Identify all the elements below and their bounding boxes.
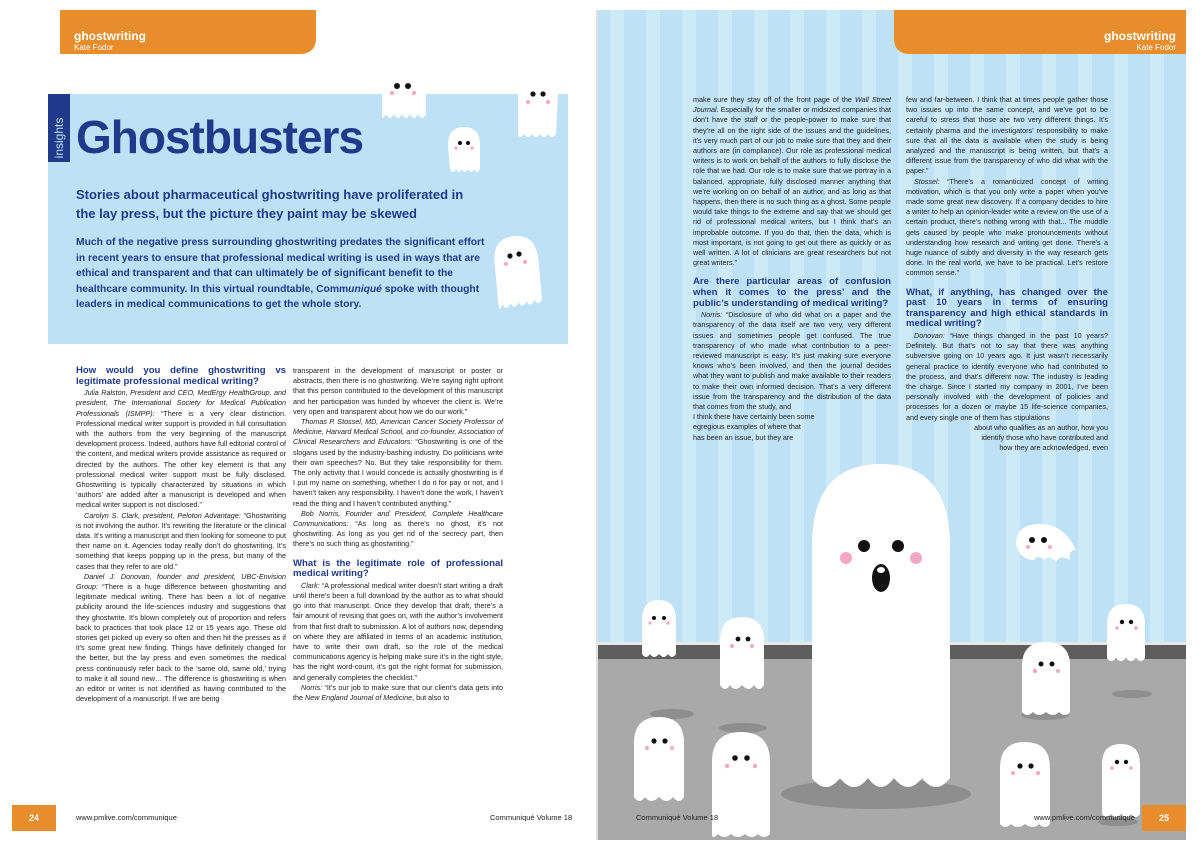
paragraph — [293, 581, 503, 683]
paragraph-text: “There is a very clear distinction. Professional medical writer support is provided in full consultation with the authors from the very beginning of the manuscript development process. Indeed, authors have full editorial control of the content, and medical writers provide assistance as required or directed by the authors. The other key element is that any professional medical writer support must be fully disclosed. Ghostwriting is typically characterized by situations in which ‘authors’ are added after a manuscript is developed and when medical writer support is not disclosed.” — [76, 408, 286, 510]
paragraph-text: “Ghostwriting is one of the slogans used by the industry-bashing industry. Do politicians write their own speeches? No. But they take responsibility for them. The only activity that I would concede is actually ghostwriting is if I put my name on something, whether I do it for pay or not, and I haven’t taken any responsibility. I haven’t done the work, I haven’t read the thing and I haven’t contributed anything.” — [293, 437, 503, 508]
journal-name: New England Journal of Medicine — [305, 693, 413, 703]
wrapped-line: identify those who have contributed and — [981, 433, 1108, 443]
text-column-3 — [693, 95, 891, 443]
ghost-illustration — [488, 232, 546, 312]
article-title: Ghostbusters — [76, 111, 364, 163]
ghost-illustration — [638, 598, 680, 662]
speaker: Clark: — [301, 580, 320, 590]
right-page — [598, 10, 1186, 840]
left-header-tab — [60, 10, 316, 54]
paragraph-text: , but also to — [412, 693, 450, 703]
paragraph — [693, 310, 891, 412]
wall-stripe — [610, 10, 624, 650]
paragraph — [293, 417, 503, 509]
speaker: Carolyn S. Clark, president, Peloton Advantage: — [84, 510, 241, 520]
paragraph-text: “Have things changed in the past 10 years? Definitely. But that’s not to say that there was anything subversive going on 10 years ago. It just wasn’t necessarily general practice to identify everyone who had contributed to the process, and that’s different now. The industry is leading the charge. Since I started my company in 2001, I’ve been personally involved with the development of policies and processes for a dozen or maybe 15 life-science companies, and every single one of them has stipulations — [906, 331, 1108, 422]
ghost-illustration — [1010, 520, 1080, 570]
paragraph — [293, 683, 503, 703]
wrapped-lines — [906, 423, 1108, 454]
right-header-tab — [894, 10, 1186, 54]
text-column-4 — [906, 95, 1108, 453]
speaker: Norris: — [301, 682, 323, 692]
paragraph-text: make sure they stay off of the front page of the — [693, 95, 855, 104]
page-number: 24 — [12, 805, 56, 831]
speaker: Stossel: — [914, 176, 940, 186]
author-label: Kate Fodor — [74, 43, 114, 52]
footer-publication: Communiqué Volume 18 — [636, 813, 719, 822]
article-intro — [76, 235, 486, 313]
section-label: ghostwriting — [1104, 29, 1176, 43]
paragraph-text: “There is a huge difference between ghostwriting and legitimate medical writing. There has been a lot of negative publicity around the life-sciences industry and suggestions that they ghostwrite. It’s blown completely out of proportion and refers back to practices that took place 12 or 15 years ago. These old stories get picked up every so often and then hit the presses as if it’s some great new finding. Things have definitely changed for the better, but the lay press and even sometimes the medical press continuously refer back to the ‘same old, same old,’ trying to make it all sound new… The difference is ghostwriting is when an editor or writer is not identified as having contributed to the development of a manuscript. If we are being — [76, 582, 286, 704]
question-heading: Are there particular areas of confusion when it comes to the press’ and the public’s understanding of medical writing? — [693, 276, 891, 309]
question-heading: How would you define ghostwriting vs legitimate professional medical writing? — [76, 365, 286, 387]
ghost-illustration — [444, 125, 484, 177]
insights-label: insights — [52, 117, 66, 159]
wall-stripe — [1114, 10, 1128, 650]
article-subtitle: Stories about pharmaceutical ghostwriting have proliferated in the lay press, but the picture they paint may be skewed — [76, 187, 464, 221]
intro-text-b: spoke with thought leaders in medical communications to get the whole story. — [76, 283, 480, 311]
author-label: Kate Fodor — [1136, 43, 1176, 52]
ghost-illustration — [1103, 602, 1149, 666]
paragraph: few and far-between. I think that at times people gather those two issues up into the same concept, and we’ve got to be careful to stress that those are two very different things. It’s certainly pharma and the investigators’ responsibility to make sure that all the data is available when the study is being analyzed and the manuscript is being written, but that’s a different issue from the transparency of who did what with the paper.” — [906, 95, 1108, 176]
ghost-illustration — [512, 70, 562, 142]
journal-name: Wall Street Journal — [693, 95, 891, 115]
text-column-2 — [293, 366, 503, 703]
ghost-illustration — [716, 615, 768, 695]
paragraph-text: “There’s a romanticized concept of writing motivation, which is that you only write a paper when you’ve made some great new discovery. If a company decides to hire a writer to help an opinion-leader write a review on the use of a certain product, there’s nothing wrong with that... The muddle gets caused by people who make pronouncements without understanding how research and writing get done. There’s a huge nuance of subtly and diversity in the way research gets done. In the real world, we have to be practical. Let’s restore common sense.” — [906, 176, 1108, 278]
speaker: Daniel J. Donovan, founder and president, UBC-Envision Group: — [76, 571, 286, 592]
big-ghost-illustration — [806, 460, 956, 800]
speaker: Donovan: — [914, 331, 945, 341]
intro-text-a: Much of the negative press surrounding ghostwriting predates the significant effort in recent years to ensure that professional medical writing is used in ways that are ethical and transparent and that can ultimately be of significant benefit to the healthcare community. In this virtual roundtable, Comm — [76, 237, 485, 295]
section-label: ghostwriting — [74, 29, 146, 43]
paragraph — [76, 388, 286, 510]
ghost-illustration — [708, 730, 774, 840]
wall-stripe — [646, 10, 660, 650]
paragraph-text: . Especially for the smaller or midsized companies that don’t have the staff or the people-power to make sure that they’re all on the right side of the issues and the guidelines, it’s very much part of our job to make sure that they and their authors are (in compliance). Our role as professional medical writers is to work on behalf of the authors to fully disclose the role that we had. Our role is to make sure that we portray in a balanced, appropriate, fully disclosed manner anything that we’re working on on behalf of an author, and as long as that happens, then there is no such thing as a ghost. Some people would take things to the extreme and say that we should get rid of professional medical writers, but I think that’s an improbable outcome. If you do that, then the data, which is most important, is not going to get out there as quickly or as well written. A lot of clinicians are great researchers but not great writers.” — [693, 105, 891, 268]
wrapped-line: I think there have certainly been some — [693, 412, 815, 422]
paragraph — [76, 511, 286, 572]
wrapped-lines — [693, 412, 891, 443]
intro-text-em: uniqué — [348, 283, 382, 295]
footer-publication: Communiqué Volume 18 — [490, 813, 573, 822]
wrapped-line: how they are acknowledged, even — [999, 443, 1108, 453]
paragraph — [906, 177, 1108, 279]
paragraph — [906, 331, 1108, 423]
page-number: 25 — [1142, 805, 1186, 831]
paragraph-text: “As long as there’s no ghost, it’s not ghostwriting. As long as you get rid of the secrecy part, then there’s no such thing as ghostwriting.” — [293, 519, 503, 549]
ghost-illustration — [1098, 742, 1144, 822]
paragraph — [293, 509, 503, 550]
footer-url: www.pmlive.com/communique — [1034, 813, 1135, 822]
question-heading: What is the legitimate role of professional medical writing? — [293, 557, 503, 580]
left-page — [12, 10, 597, 840]
wrapped-line: about who qualifies as an author, how you — [974, 422, 1108, 432]
speaker: Bob Norris, Founder and President, Complete Healthcare Communications: — [293, 508, 503, 529]
question-heading: What, if anything, has changed over the past 10 years in terms of ensuring transparency and high ethical standards in medical writing? — [906, 286, 1108, 330]
speaker: Norris: — [701, 310, 723, 320]
paragraph: transparent in the development of manuscript or poster or abstracts, then there is no ghostwriting. We’re saying right upfront that this person contributed to the development of this manuscript and her participation was funded by whoever the client is. We’re very open and transparent about how we do our work.” — [293, 366, 503, 416]
paragraph-text: “Ghostwriting is not involving the author. It’s rewriting the literature or the clinical data. It’s writing a manuscript and then looking for someone to put their name on it. Agencies today really don’t do ghostwriting. It’s something that keeps popping up in the press, but many of the cases that they refer to are old.” — [76, 510, 286, 571]
wrapped-line: egregious examples of where that — [693, 422, 801, 432]
paragraph-text: “Disclosure of who did what on a paper and the transparency of the data itself are two very, very different issues and sometimes people get confused. The true transparency of who made what contribution to a peer-reviewed manuscript is easy. It’s just making sure everyone knows who’s been involved, and then the journal decides what they want to publish and make available to their readers to make their own informed decision. That’s a very different issue from the transparency and the distribution of the data that comes from the study, and — [693, 310, 891, 412]
footer-url: www.pmlive.com/communique — [76, 813, 177, 822]
ghost-illustration — [1018, 640, 1074, 720]
paragraph-text: “It’s our job to make sure that our client’s data gets into the — [293, 682, 503, 703]
wall-stripe — [1150, 10, 1164, 650]
text-column-1 — [76, 366, 286, 704]
speaker: Thomas P. Stossel, MD, American Cancer Society Professor of Medicine, Harvard Medical School, and co-founder, Association of Clinical Researchers and Educators: — [293, 417, 503, 447]
wrapped-line: has been an issue, but they are — [693, 432, 794, 442]
speaker: Julia Ralston, President and CEO, MedErgy HealthGroup, and president, The International Society for Medical Publication Professionals (ISMPP): — [76, 388, 286, 418]
paragraph — [693, 95, 891, 268]
paragraph-text: “A professional medical writer doesn’t start writing a draft until there’s been a full download by the author as to what should go into that manuscript. Once they develop that draft, there’s a fair amount of revising that goes on, with the author’s involvement from that first draft to submission. A lot of authors now, depending on where they are affiliated in terms of an academic institution, have to write their own draft, so the role of the medical communications agency is helping make sure it’s in the right style, has the right word-count, it’s got the right format for submission, and generally completes the checklist.” — [293, 580, 504, 682]
paragraph — [76, 572, 286, 705]
ghost-illustration — [378, 68, 430, 124]
ghost-illustration — [630, 715, 688, 807]
